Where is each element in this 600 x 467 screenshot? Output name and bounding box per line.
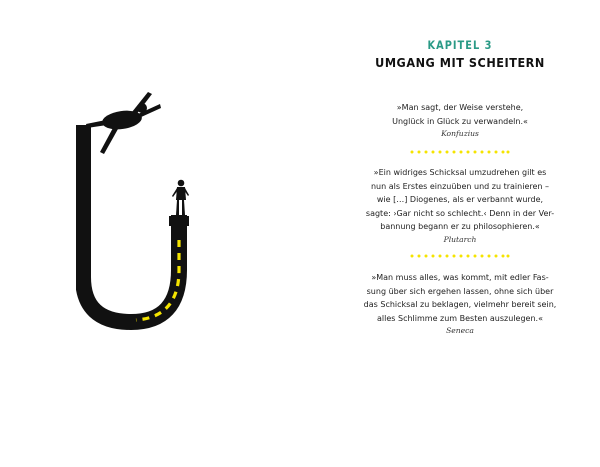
quote-block: [350, 271, 570, 337]
u-road: [83, 134, 179, 322]
chapter-header: [355, 38, 565, 70]
quote-block: [350, 166, 570, 246]
standing-person-silhouette: [172, 180, 189, 215]
road-right-ledge: [169, 216, 189, 226]
quote-author: Konfuzius: [441, 129, 479, 138]
u-shaped-road-illustration: [76, 82, 216, 372]
falling-person-silhouette: [86, 92, 161, 154]
quote-text: »Man sagt, der Weise verstehe, Unglück in Glück zu verwandeln.«: [392, 103, 528, 126]
quote-author: Seneca: [446, 326, 474, 335]
quote-text: »Ein widriges Schicksal umzudrehen gilt es nun als Erstes einzuüben und zu trainieren – wie […] Diogenes, als er verbannt wurde, sagte: ›Gar nicht so schlecht.‹ Denn in der Ver- bannung begann er zu philosophieren.«: [365, 168, 555, 231]
chapter-number: KAPITEL 3: [427, 38, 493, 52]
dot-divider: [410, 254, 510, 258]
dot-divider: [410, 150, 510, 154]
quote-author: Plutarch: [443, 234, 477, 244]
quote-block: [350, 101, 570, 140]
quote-text: »Man muss alles, was kommt, mit edler Fas- sung über sich ergehen lassen, ohne sich über das Schicksal zu beklagen, vielmehr bereit sein, alles Schlimme zum Besten auszulegen.«: [363, 273, 557, 323]
chapter-title: UMGANG MIT SCHEITERN: [375, 55, 545, 70]
